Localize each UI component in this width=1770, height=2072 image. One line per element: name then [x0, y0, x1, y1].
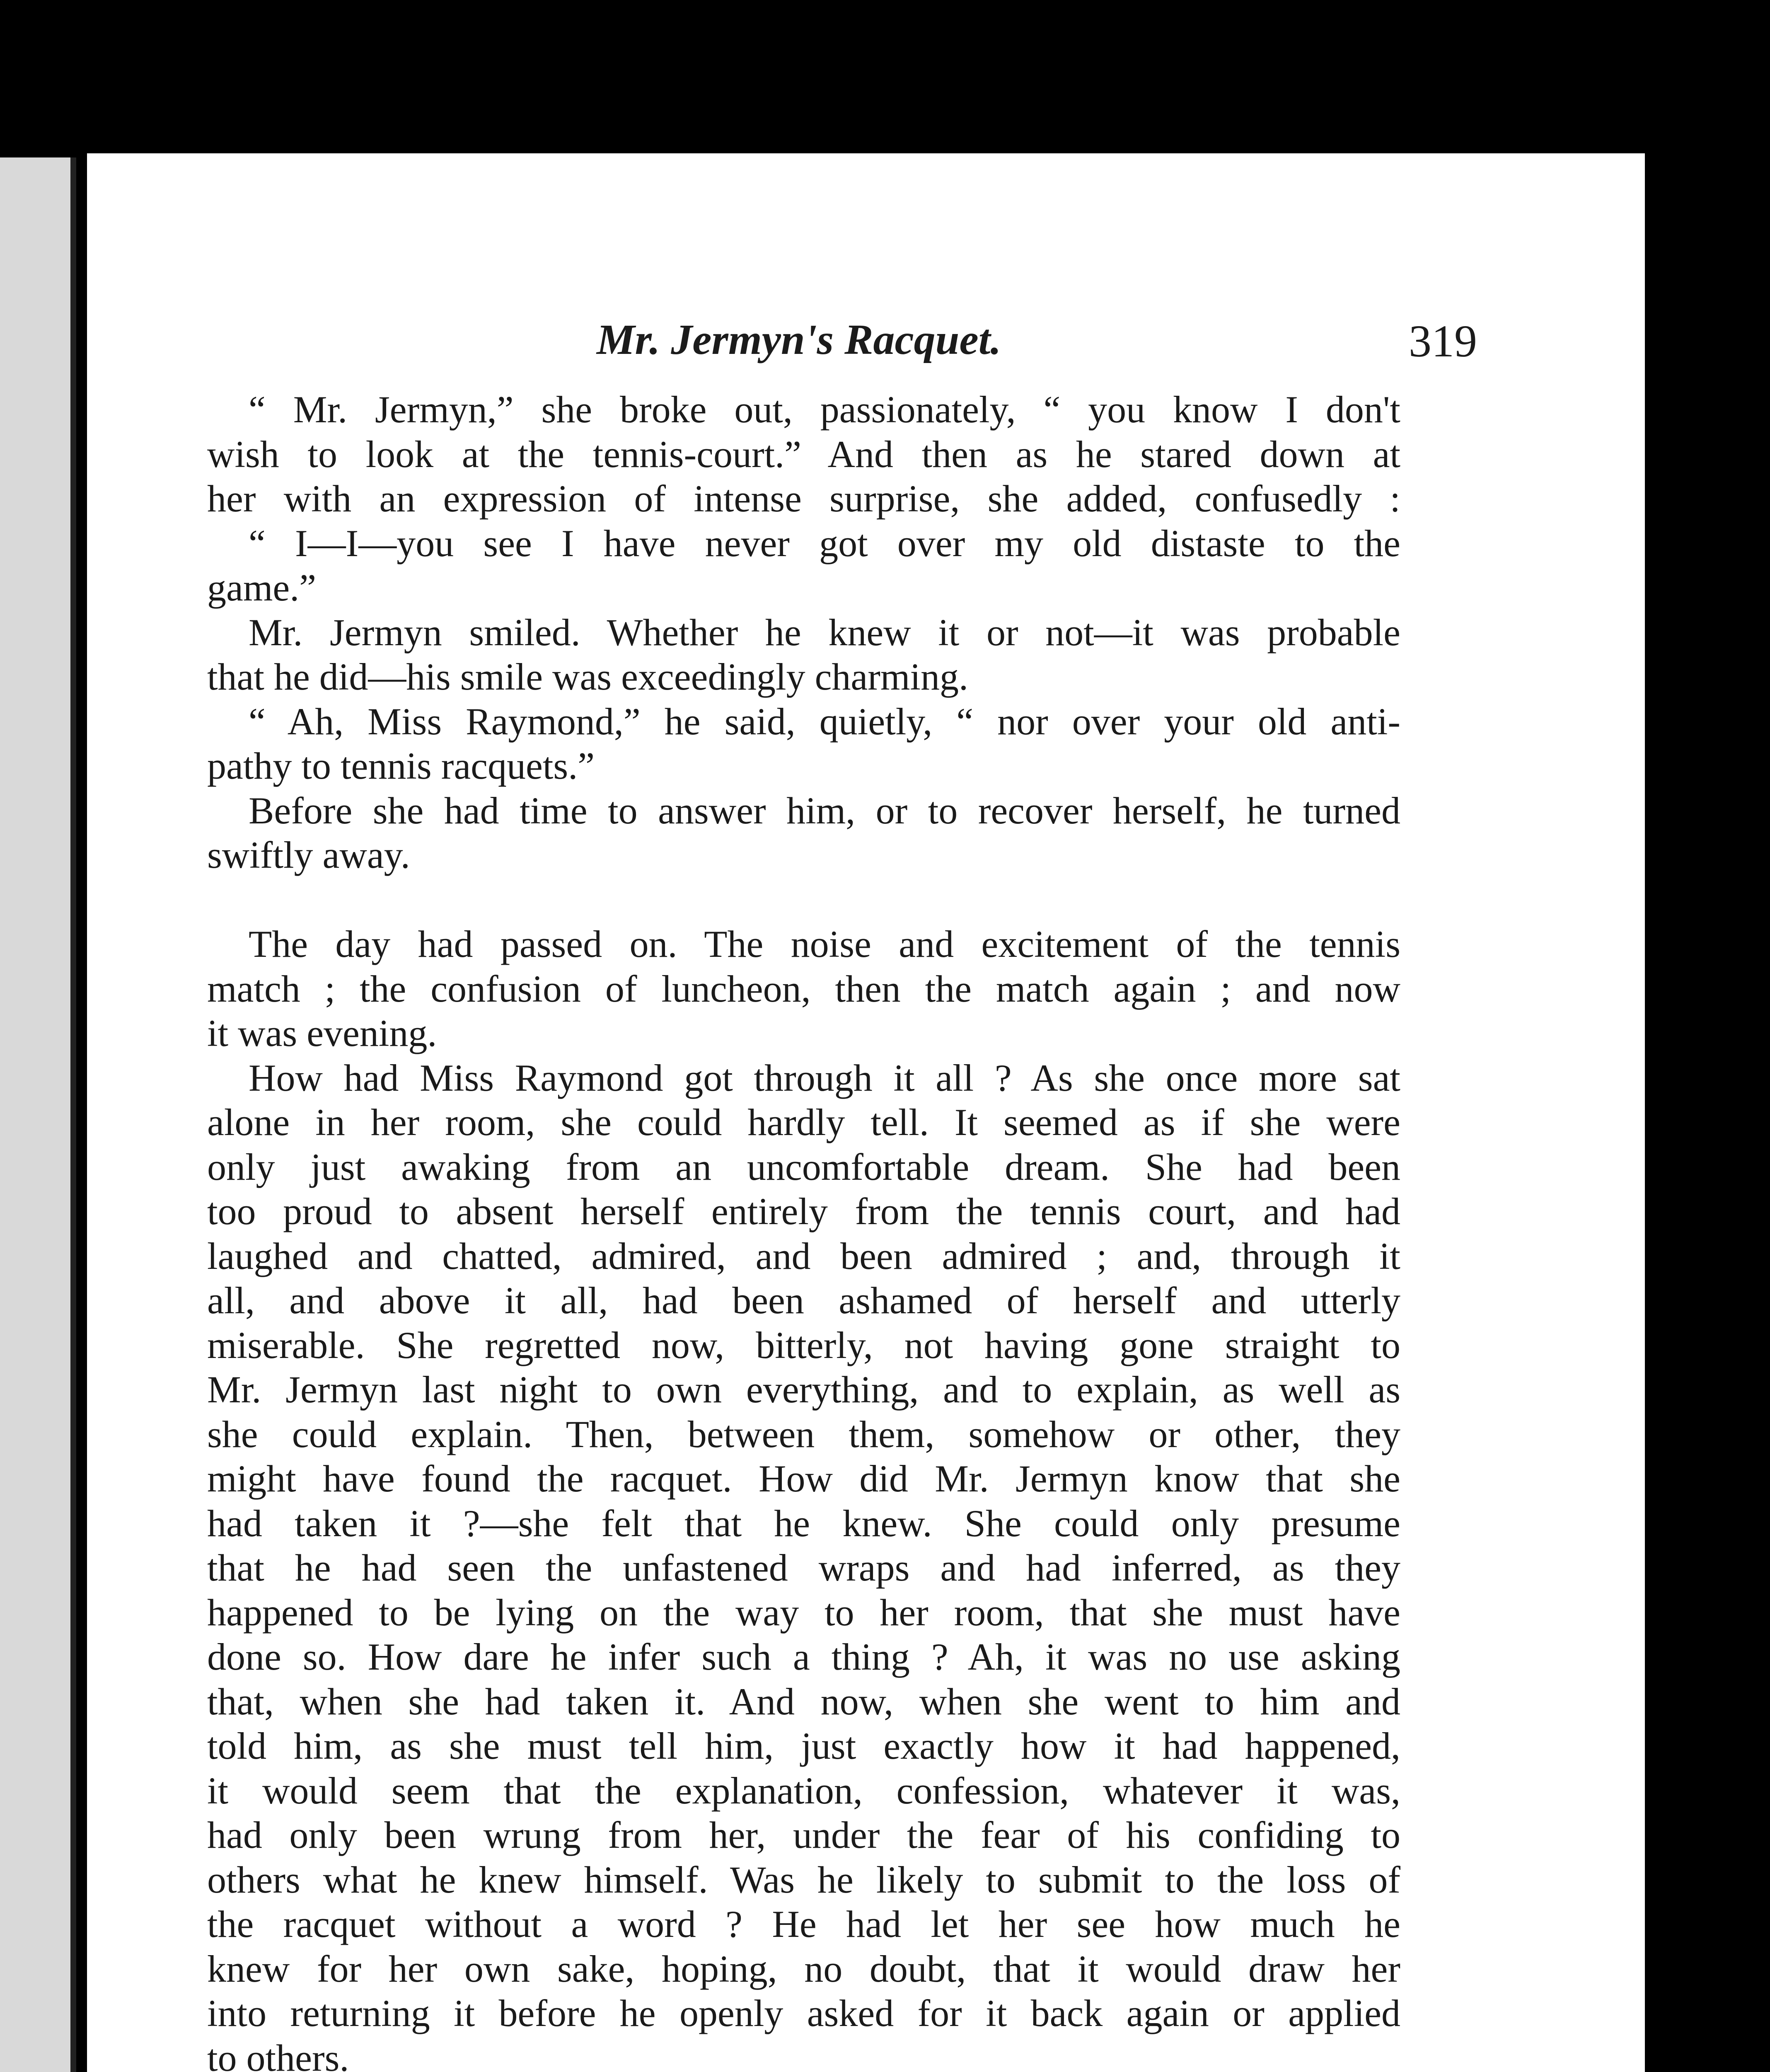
text-line: “ I—I—you see I have never got over my old distaste to the: [249, 522, 1400, 564]
text-line: Before she had time to answer him, or to recover herself, he turned: [249, 789, 1400, 832]
text-line: How had Miss Raymond got through it all ? As she once more sat: [249, 1056, 1400, 1099]
text-line: miserable. She regretted now, bitterly, not having gone straight to: [207, 1324, 1400, 1366]
text-line: “ Ah, Miss Raymond,” he said, quietly, “ nor over your old anti-: [249, 700, 1400, 743]
page-number: 319: [1409, 316, 1477, 366]
body-text: [207, 387, 1400, 2072]
text-line: that he had seen the unfastened wraps and had inferred, as they: [207, 1547, 1400, 1589]
text-line: into returning it before he openly asked for it back again or applied: [207, 1992, 1400, 2034]
text-line: her with an expression of intense surprise, she added, confusedly :: [207, 477, 1400, 520]
text-line: match ; the confusion of luncheon, then the match again ; and now: [207, 967, 1400, 1010]
text-line: to others.: [207, 2036, 349, 2072]
text-line: it would seem that the explanation, confession, whatever it was,: [207, 1769, 1400, 1812]
text-line: others what he knew himself. Was he likely to submit to the loss of: [207, 1858, 1400, 1901]
text-line: it was evening.: [207, 1012, 437, 1054]
text-line: pathy to tennis racquets.”: [207, 745, 595, 787]
section-break: [207, 878, 1400, 922]
text-line: wish to look at the tennis-court.” And then as he stared down at: [207, 433, 1400, 475]
text-line: alone in her room, she could hardly tell. It seemed as if she were: [207, 1101, 1400, 1143]
text-line: had only been wrung from her, under the fear of his confiding to: [207, 1814, 1400, 1856]
text-line: Mr. Jermyn smiled. Whether he knew it or not—it was probable: [249, 611, 1400, 654]
text-line: game.”: [207, 566, 317, 609]
text-line: too proud to absent herself entirely from the tennis court, and had: [207, 1190, 1400, 1232]
book-page: [87, 153, 1645, 2072]
text-line: swiftly away.: [207, 834, 410, 876]
text-line: might have found the racquet. How did Mr. Jermyn know that she: [207, 1457, 1400, 1500]
running-title: Mr. Jermyn's Racquet.: [597, 316, 1001, 363]
text-line: told him, as she must tell him, just exactly how it had happened,: [207, 1725, 1400, 1767]
text-line: that he did—his smile was exceedingly charming.: [207, 656, 968, 698]
text-line: The day had passed on. The noise and excitement of the tennis: [249, 923, 1400, 965]
text-line: Mr. Jermyn last night to own everything, and to explain, as well as: [207, 1368, 1400, 1411]
text-line: all, and above it all, had been ashamed of herself and utterly: [207, 1279, 1400, 1322]
text-line: only just awaking from an uncomfortable dream. She had been: [207, 1145, 1400, 1188]
text-line: had taken it ?—she felt that he knew. She could only presume: [207, 1502, 1400, 1544]
text-line: knew for her own sake, hoping, no doubt, that it would draw her: [207, 1947, 1400, 1990]
page-header: [87, 315, 1645, 373]
text-line: that, when she had taken it. And now, when she went to him and: [207, 1680, 1400, 1723]
text-line: “ Mr. Jermyn,” she broke out, passionately, “ you know I don't: [249, 388, 1400, 431]
text-line: she could explain. Then, between them, somehow or other, they: [207, 1413, 1400, 1455]
text-line: the racquet without a word ? He had let her see how much he: [207, 1903, 1400, 1945]
previous-page-edge: [0, 157, 76, 2072]
text-line: done so. How dare he infer such a thing ? Ah, it was no use asking: [207, 1636, 1400, 1678]
text-line: laughed and chatted, admired, and been admired ; and, through it: [207, 1234, 1400, 1277]
text-line: happened to be lying on the way to her room, that she must have: [207, 1591, 1400, 1634]
